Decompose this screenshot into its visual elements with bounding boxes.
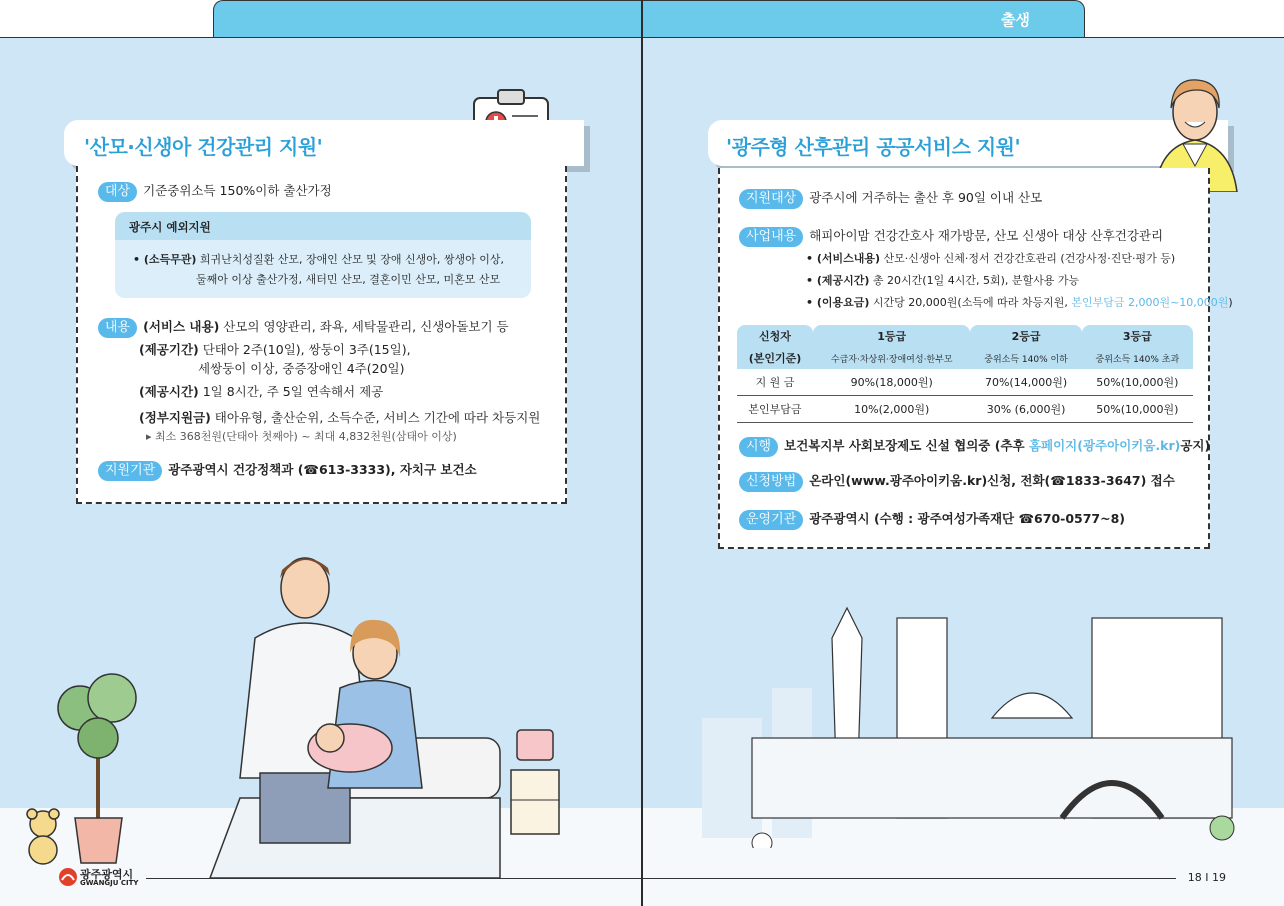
page-title-right: '광주형 산후관리 공공서비스 지원' [726, 135, 1021, 159]
enforcement-label: 시행 [739, 437, 778, 457]
target-row [98, 181, 332, 202]
exception-line-1 [133, 251, 504, 267]
left-page [0, 38, 642, 906]
page-title-left: '산모·신생아 건강관리 지원' [84, 135, 323, 159]
section-tab-label: 출생 [1001, 11, 1030, 29]
target-text: 기준중위소득 150%이하 출산가정 [143, 183, 332, 198]
gov-text: 태아유형, 출산순위, 소득수준, 서비스 기간에 따라 차등지원 [210, 410, 541, 425]
page-numbers: 18 I 19 [1187, 871, 1226, 884]
target-text-right: 광주시에 거주하는 출산 후 90일 이내 산모 [809, 190, 1043, 205]
enforcement-highlight: 홈페이지(광주아이키움.kr) [1028, 438, 1181, 453]
exception-line-2: 둘째아 이상 출산가정, 새터민 산모, 결혼이민 산모, 미혼모 산모 [196, 273, 501, 286]
info-box-right [718, 168, 1233, 549]
corner-label-1: 신청자 [759, 330, 791, 343]
gov-bold: (정부지원금) [139, 410, 211, 425]
grade-1-desc: 수급자·차상위·장애여성·한부모 [830, 354, 953, 365]
time-bold: (제공시간) [139, 384, 199, 399]
agency-label: 지원기관 [98, 461, 162, 481]
grade-3-desc: 중위소득 140% 초과 [1095, 354, 1180, 365]
section-tab-right [642, 0, 1085, 38]
business-bullet-1 [806, 250, 1175, 266]
time-row [139, 382, 383, 400]
operator-label: 운영기관 [739, 510, 803, 530]
bullet-3-bold: • (이용요금) [806, 296, 870, 309]
section-tab-left [213, 0, 642, 38]
grade-1-name: 1등급 [877, 330, 907, 343]
table-row [737, 396, 1193, 423]
bullet-3-text: 시간당 20,000원(소득에 따라 차등지원, [869, 296, 1072, 309]
content-row [98, 317, 509, 338]
bullet-3-end: ) [1228, 296, 1233, 309]
target-label: 대상 [98, 182, 137, 202]
logo-en: GWANGJU CITY [80, 879, 139, 887]
apply-label: 신청방법 [739, 472, 803, 492]
info-box-left [76, 166, 567, 504]
content-label: 내용 [98, 318, 137, 338]
business-bullet-2 [806, 272, 1079, 288]
period-row-2: 세쌍둥이 이상, 중증장애인 4주(20일) [198, 361, 405, 376]
grade-1-desc-cell [813, 347, 970, 369]
gov-note: ▸ 최소 368천원(단태아 첫째아) ~ 최대 4,832천원(삼태아 이상) [146, 430, 457, 443]
city-logo-icon [58, 866, 78, 888]
operator-text: 광주광역시 (수행 : 광주여성가족재단 ☎670-0577~8) [809, 511, 1126, 526]
grade-3-name: 3등급 [1122, 330, 1152, 343]
operator-row [739, 509, 1125, 530]
target-label-right: 지원대상 [739, 189, 803, 209]
grade-2-desc-cell [970, 347, 1081, 369]
grade-3-desc-cell [1082, 347, 1193, 369]
table-cell: 90%(18,000원) [813, 369, 970, 396]
family-illustration [200, 548, 510, 878]
business-text: 해피아이맘 건강간호사 재가방문, 산모 신생아 대상 산후건강관리 [809, 228, 1164, 243]
bullet-1-text: 산모·신생아 신체·정서 건강간호관리 (건강사정·진단·평가 등) [880, 252, 1176, 265]
fee-table-corner [737, 325, 813, 347]
agency-row [98, 460, 477, 481]
business-bullet-3 [806, 294, 1233, 310]
row-label: 지 원 금 [737, 369, 813, 396]
city-skyline-illustration [682, 598, 1242, 848]
table-cell: 70%(14,000원) [970, 369, 1081, 396]
exception-bold: • (소득무관) [133, 253, 197, 266]
grade-1-header [813, 325, 970, 347]
apply-text: 온라인(www.광주아이키움.kr)신청, 전화(☎1833-3647) 접수 [809, 473, 1175, 488]
time-text: 1일 8시간, 주 5일 연속해서 제공 [198, 384, 384, 399]
service-bold: (서비스 내용) [143, 319, 220, 334]
apply-row [739, 471, 1175, 492]
table-cell: 10%(2,000원) [813, 396, 970, 423]
book-spine [641, 0, 643, 906]
grade-2-header [970, 325, 1081, 347]
nightstand-illustration [505, 728, 575, 838]
exception-box [115, 212, 531, 298]
agency-text: 광주광역시 건강정책과 (☎613-3333), 자치구 보건소 [168, 462, 477, 477]
table-row [737, 369, 1193, 396]
fee-table [737, 325, 1193, 423]
business-label: 사업내용 [739, 227, 803, 247]
grade-2-desc: 중위소득 140% 이하 [984, 354, 1068, 365]
grade-3-header [1082, 325, 1193, 347]
enforcement-text: 보건복지부 사회보장제도 신설 협의중 (추후 [784, 438, 1029, 453]
business-row [739, 226, 1163, 247]
exception-text-1: 희귀난치성질환 산모, 장애인 산모 및 장애 신생아, 쌍생아 이상, [196, 253, 505, 266]
corner-label-2: (본인기준) [748, 352, 802, 365]
fee-table-corner-2 [737, 347, 813, 369]
table-cell: 50%(10,000원) [1082, 369, 1193, 396]
period-row [139, 340, 411, 358]
enforcement-end: 공지) [1180, 438, 1211, 453]
target-row-right [739, 188, 1042, 209]
bullet-2-text: 총 20시간(1일 4시간, 5회), 분할사용 가능 [869, 274, 1080, 287]
bullet-1-bold: • (서비스내용) [806, 252, 881, 265]
grade-2-name: 2등급 [1011, 330, 1041, 343]
period-bold: (제공기간) [139, 342, 199, 357]
footer-line-left [146, 878, 1176, 879]
bullet-3-highlight: 본인부담금 2,000원~10,000원 [1071, 296, 1229, 309]
period-text-1: 단태아 2주(10일), 쌍둥이 3주(15일), [198, 342, 411, 357]
logo-name: 광주광역시 [80, 868, 134, 881]
right-page [642, 38, 1284, 906]
table-cell: 30% (6,000원) [970, 396, 1081, 423]
gov-row [139, 408, 540, 426]
teddy-bear-icon [18, 806, 68, 866]
service-text: 산모의 영양관리, 좌욕, 세탁물관리, 신생아돌보기 등 [219, 319, 509, 334]
bullet-2-bold: • (제공시간) [806, 274, 870, 287]
row-label: 본인부담금 [737, 396, 813, 423]
enforcement-row [739, 436, 1210, 457]
exception-heading: 광주시 예외지원 [115, 212, 531, 240]
table-cell: 50%(10,000원) [1082, 396, 1193, 423]
